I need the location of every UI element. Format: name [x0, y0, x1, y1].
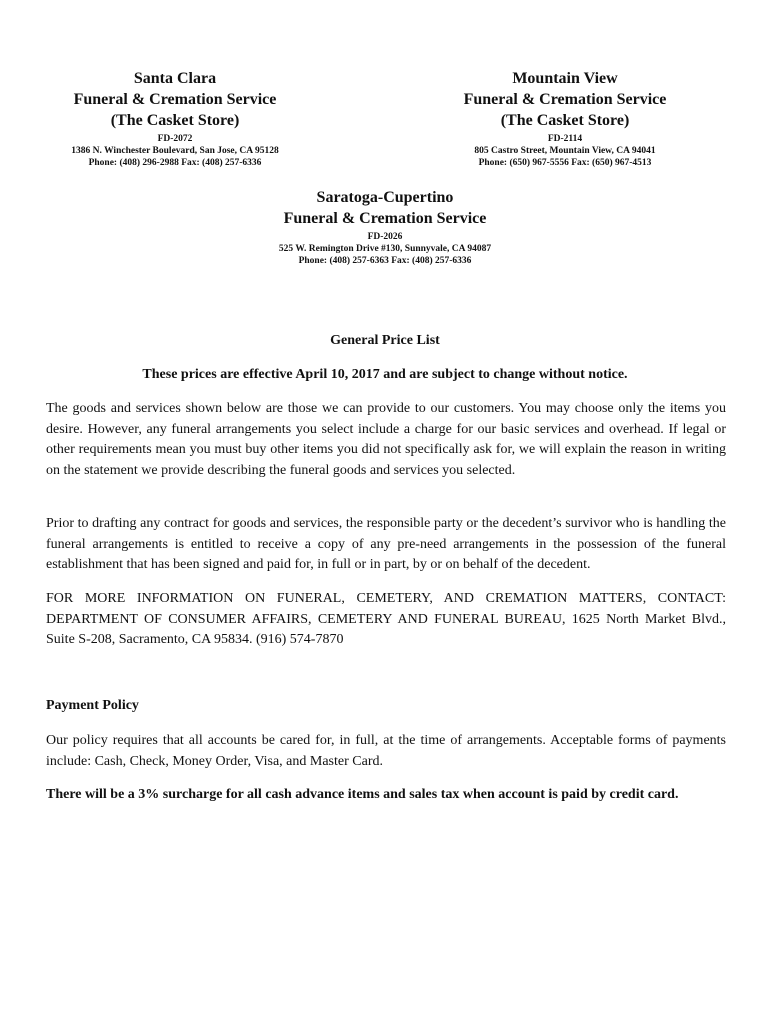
goods-services-paragraph: The goods and services shown below are those we can provide to our customers. You may choose only the items you desire. However, any funeral arrangements you select include a charge for our basic services and overhead. If legal or other requirements mean you must buy other items you did not specifically ask for, we will explain the reason in writing on the statement we provide describing the funeral goods and services you selected.	[46, 401, 726, 479]
location-name: Santa Clara	[133, 70, 217, 87]
location-address: 805 Castro Street, Mountain View, CA 94041	[474, 146, 656, 156]
location-license: FD-2072	[157, 134, 193, 144]
location-license: FD-2114	[547, 134, 583, 144]
location-phone: Phone: (408) 296-2988 Fax: (408) 257-6336	[88, 158, 262, 168]
page-title: General Price List	[330, 333, 440, 348]
surcharge-notice: There will be a 3% surcharge for all cash advance items and sales tax when account is paid by credit card.	[46, 787, 679, 802]
location-service-name: Funeral & Cremation Service	[283, 210, 487, 227]
location-service-name: Funeral & Cremation Service	[73, 91, 277, 108]
location-santa-clara	[30, 68, 320, 169]
payment-policy-paragraph: Our policy requires that all accounts be cared for, in full, at the time of arrangements. Acceptable forms of payments include: Cash, Check, Money Order, Visa, and Master Card.	[46, 733, 726, 769]
location-license: FD-2026	[367, 232, 403, 242]
location-name: Mountain View	[512, 70, 618, 87]
payment-policy-heading: Payment Policy	[46, 698, 139, 713]
location-subtitle: (The Casket Store)	[110, 112, 240, 129]
location-name: Saratoga-Cupertino	[316, 189, 454, 206]
location-subtitle: (The Casket Store)	[500, 112, 630, 129]
location-saratoga-cupertino	[215, 187, 555, 267]
location-address: 1386 N. Winchester Boulevard, San Jose, CA 95128	[71, 146, 279, 156]
location-service-name: Funeral & Cremation Service	[463, 91, 667, 108]
location-phone: Phone: (408) 257-6363 Fax: (408) 257-6336	[298, 256, 472, 266]
location-address: 525 W. Remington Drive #130, Sunnyvale, CA 94087	[278, 244, 492, 254]
location-mountain-view	[420, 68, 710, 169]
location-phone: Phone: (650) 967-5556 Fax: (650) 967-4513	[478, 158, 652, 168]
preneed-paragraph: Prior to drafting any contract for goods and services, the responsible party or the decedent’s survivor who is handling the funeral arrangements is entitled to receive a copy of any pre-need arrangements in the possession of the funeral establishment that has been signed and paid for, in full or in part, by or on behalf of the decedent.	[46, 516, 726, 573]
effective-notice: These prices are effective April 10, 2017 and are subject to change without notice.	[142, 367, 628, 382]
contact-info-paragraph: FOR MORE INFORMATION ON FUNERAL, CEMETERY, AND CREMATION MATTERS, CONTACT: DEPARTMENT OF CONSUMER AFFAIRS, CEMETERY AND FUNERAL BUREAU, 1625 North Market Blvd., Suite S-208, Sacramento, CA 95834. (916) 574-7870	[46, 591, 726, 648]
